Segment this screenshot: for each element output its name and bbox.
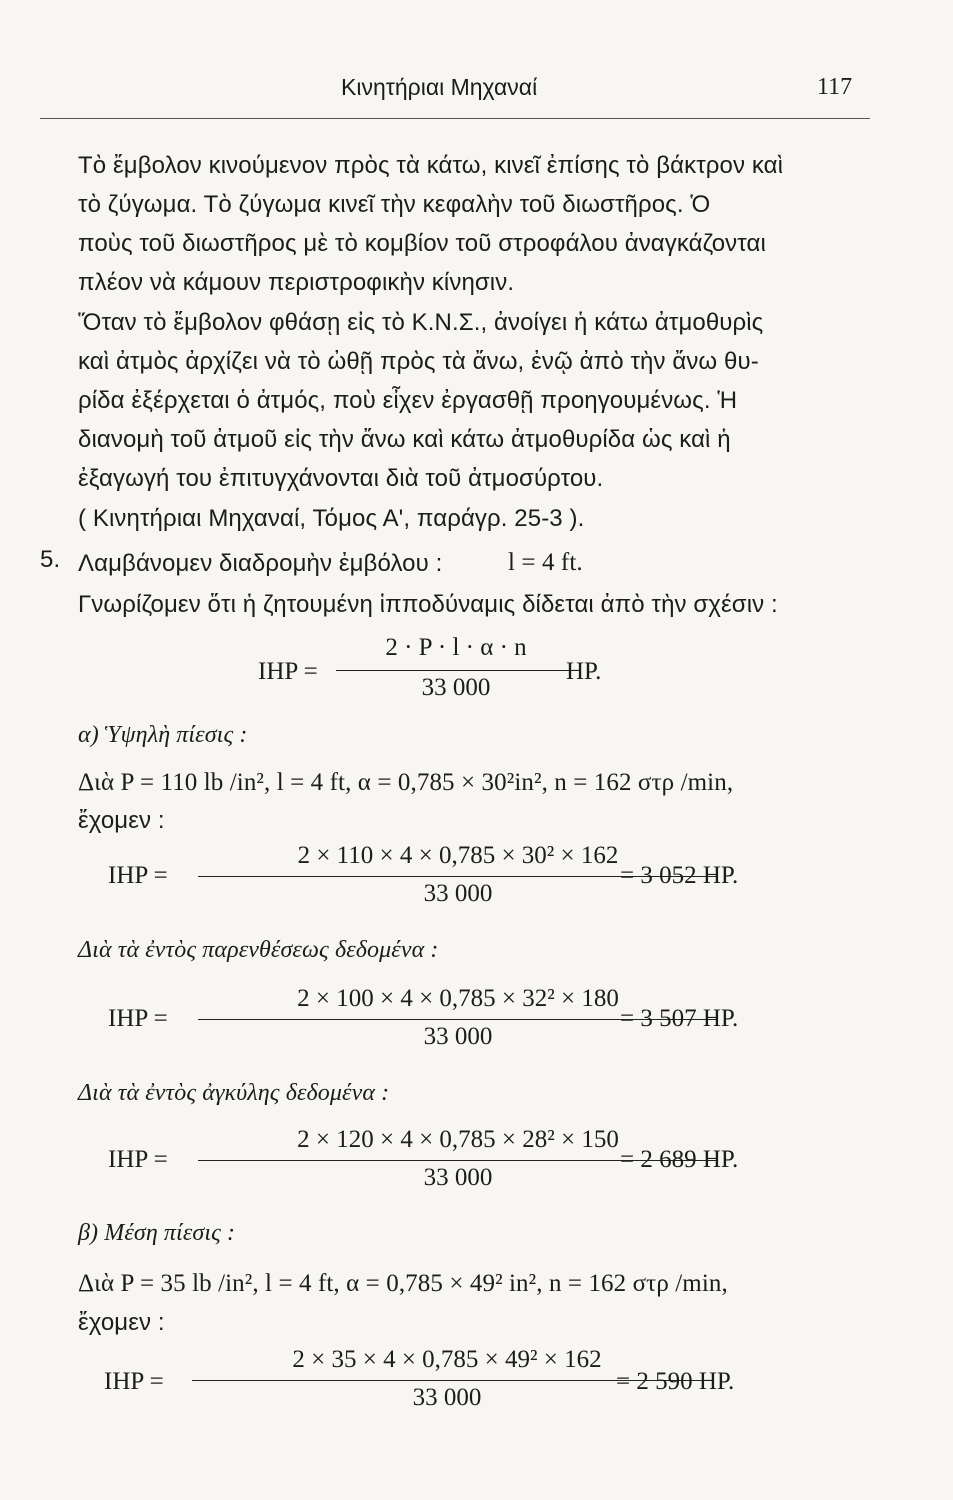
formula-rhs: = 3 052 HP. xyxy=(620,862,739,889)
formula-denominator: 33 000 xyxy=(423,1164,493,1191)
text-line: πλέον νὰ κάμουν περιστροφικὴν κίνησιν. xyxy=(78,269,515,296)
formula-lhs: IHP = xyxy=(108,1005,168,1032)
text-line: ἔχομεν : xyxy=(78,1309,165,1336)
formula-rhs: HP. xyxy=(566,658,602,685)
section-heading: α) Ὑψηλὴ πίεσις : xyxy=(78,722,248,748)
data-line: Διὰ P = 35 lb /in², l = 4 ft, α = 0,785 × 49² in², n = 162 στρ /min, xyxy=(78,1270,728,1297)
formula-rhs: = 2 590 HP. xyxy=(616,1368,735,1395)
formula-denominator: 33 000 xyxy=(423,880,493,907)
text-line: ρίδα ἐξέρχεται ὁ ἀτμός, ποὺ εἶχεν ἐργασθῇ προηγουμένως. Ἡ xyxy=(78,387,738,414)
reference-line: ( Κινητήριαι Μηχαναί, Τόμος Α', παράγρ. 25-3 ). xyxy=(78,505,585,532)
text-line: διανομὴ τοῦ ἀτμοῦ εἰς τὴν ἄνω καὶ κάτω ἀτμοθυρίδα ὡς καὶ ἡ xyxy=(78,426,731,453)
formula-numerator: 2 × 110 × 4 × 0,785 × 30² × 162 xyxy=(297,842,619,869)
page-number: 117 xyxy=(817,74,853,100)
formula-lhs: IHP = xyxy=(108,862,168,889)
formula-main xyxy=(258,634,638,714)
text-line: Γνωρίζομεν ὅτι ἡ ζητουμένη ἱπποδύναμις δίδεται ἀπὸ τὴν σχέσιν : xyxy=(78,591,778,618)
formula-denominator: 33 000 xyxy=(423,1023,493,1050)
chapter-title: Κινητήριαι Μηχαναί xyxy=(341,74,538,100)
text-line: ποὺς τοῦ διωστῆρος μὲ τὸ κομβίον τοῦ στροφάλου ἀναγκάζονται xyxy=(78,230,766,257)
calc-bracket xyxy=(108,1126,828,1206)
calc-high-pressure xyxy=(108,842,828,922)
text-line: καὶ ἀτμὸς ἀρχίζει νὰ τὸ ὠθῇ πρὸς τὰ ἄνω, ἐνῷ ἀπὸ τὴν ἄνω θυ- xyxy=(78,348,759,375)
formula-lhs: IHP = xyxy=(258,658,318,685)
formula-numerator: 2 · P · l · α · n xyxy=(385,634,527,661)
formula-rhs: = 3 507 HP. xyxy=(620,1005,739,1032)
stroke-formula: l = 4 ft. xyxy=(508,549,583,576)
section-heading: Διὰ τὰ ἐντὸς ἀγκύλης δεδομένα : xyxy=(78,1080,390,1106)
data-line: Διὰ P = 110 lb /in², l = 4 ft, α = 0,785 × 30²in², n = 162 στρ /min, xyxy=(78,769,734,796)
item-number: 5. xyxy=(40,546,61,573)
formula-denominator: 33 000 xyxy=(421,674,491,701)
formula-numerator: 2 × 35 × 4 × 0,785 × 49² × 162 xyxy=(292,1346,602,1373)
formula-lhs: IHP = xyxy=(108,1146,168,1173)
calc-mean-pressure xyxy=(104,1346,824,1426)
section-heading: β) Μέση πίεσις : xyxy=(78,1220,236,1246)
formula-numerator: 2 × 100 × 4 × 0,785 × 32² × 180 xyxy=(297,985,619,1012)
text-line: Ὅταν τὸ ἔμβολον φθάσῃ εἰς τὸ Κ.Ν.Σ., ἀνοίγει ἡ κάτω ἀτμοθυρὶς xyxy=(78,309,764,336)
calc-paren xyxy=(108,985,828,1065)
fraction-bar xyxy=(336,670,576,671)
formula-rhs: = 2 689 HP. xyxy=(620,1146,739,1173)
header-rule xyxy=(40,118,870,119)
section-heading: Διὰ τὰ ἐντὸς παρενθέσεως δεδομένα : xyxy=(78,937,439,963)
text-line: ἐξαγωγή του ἐπιτυγχάνονται διὰ τοῦ ἀτμοσύρτου. xyxy=(78,465,604,492)
text-line: ἔχομεν : xyxy=(78,807,165,834)
formula-numerator: 2 × 120 × 4 × 0,785 × 28² × 150 xyxy=(297,1126,619,1153)
text-line: Λαμβάνομεν διαδρομὴν ἐμβόλου : xyxy=(78,550,443,577)
formula-lhs: IHP = xyxy=(104,1368,164,1395)
formula-denominator: 33 000 xyxy=(412,1384,482,1411)
text-line: Τὸ ἔμβολον κινούμενον πρὸς τὰ κάτω, κινεῖ ἐπίσης τὸ βάκτρον καὶ xyxy=(78,152,784,179)
text-line: τὸ ζύγωμα. Τὸ ζύγωμα κινεῖ τὴν κεφαλὴν τοῦ διωστῆρος. Ὁ xyxy=(78,191,711,218)
